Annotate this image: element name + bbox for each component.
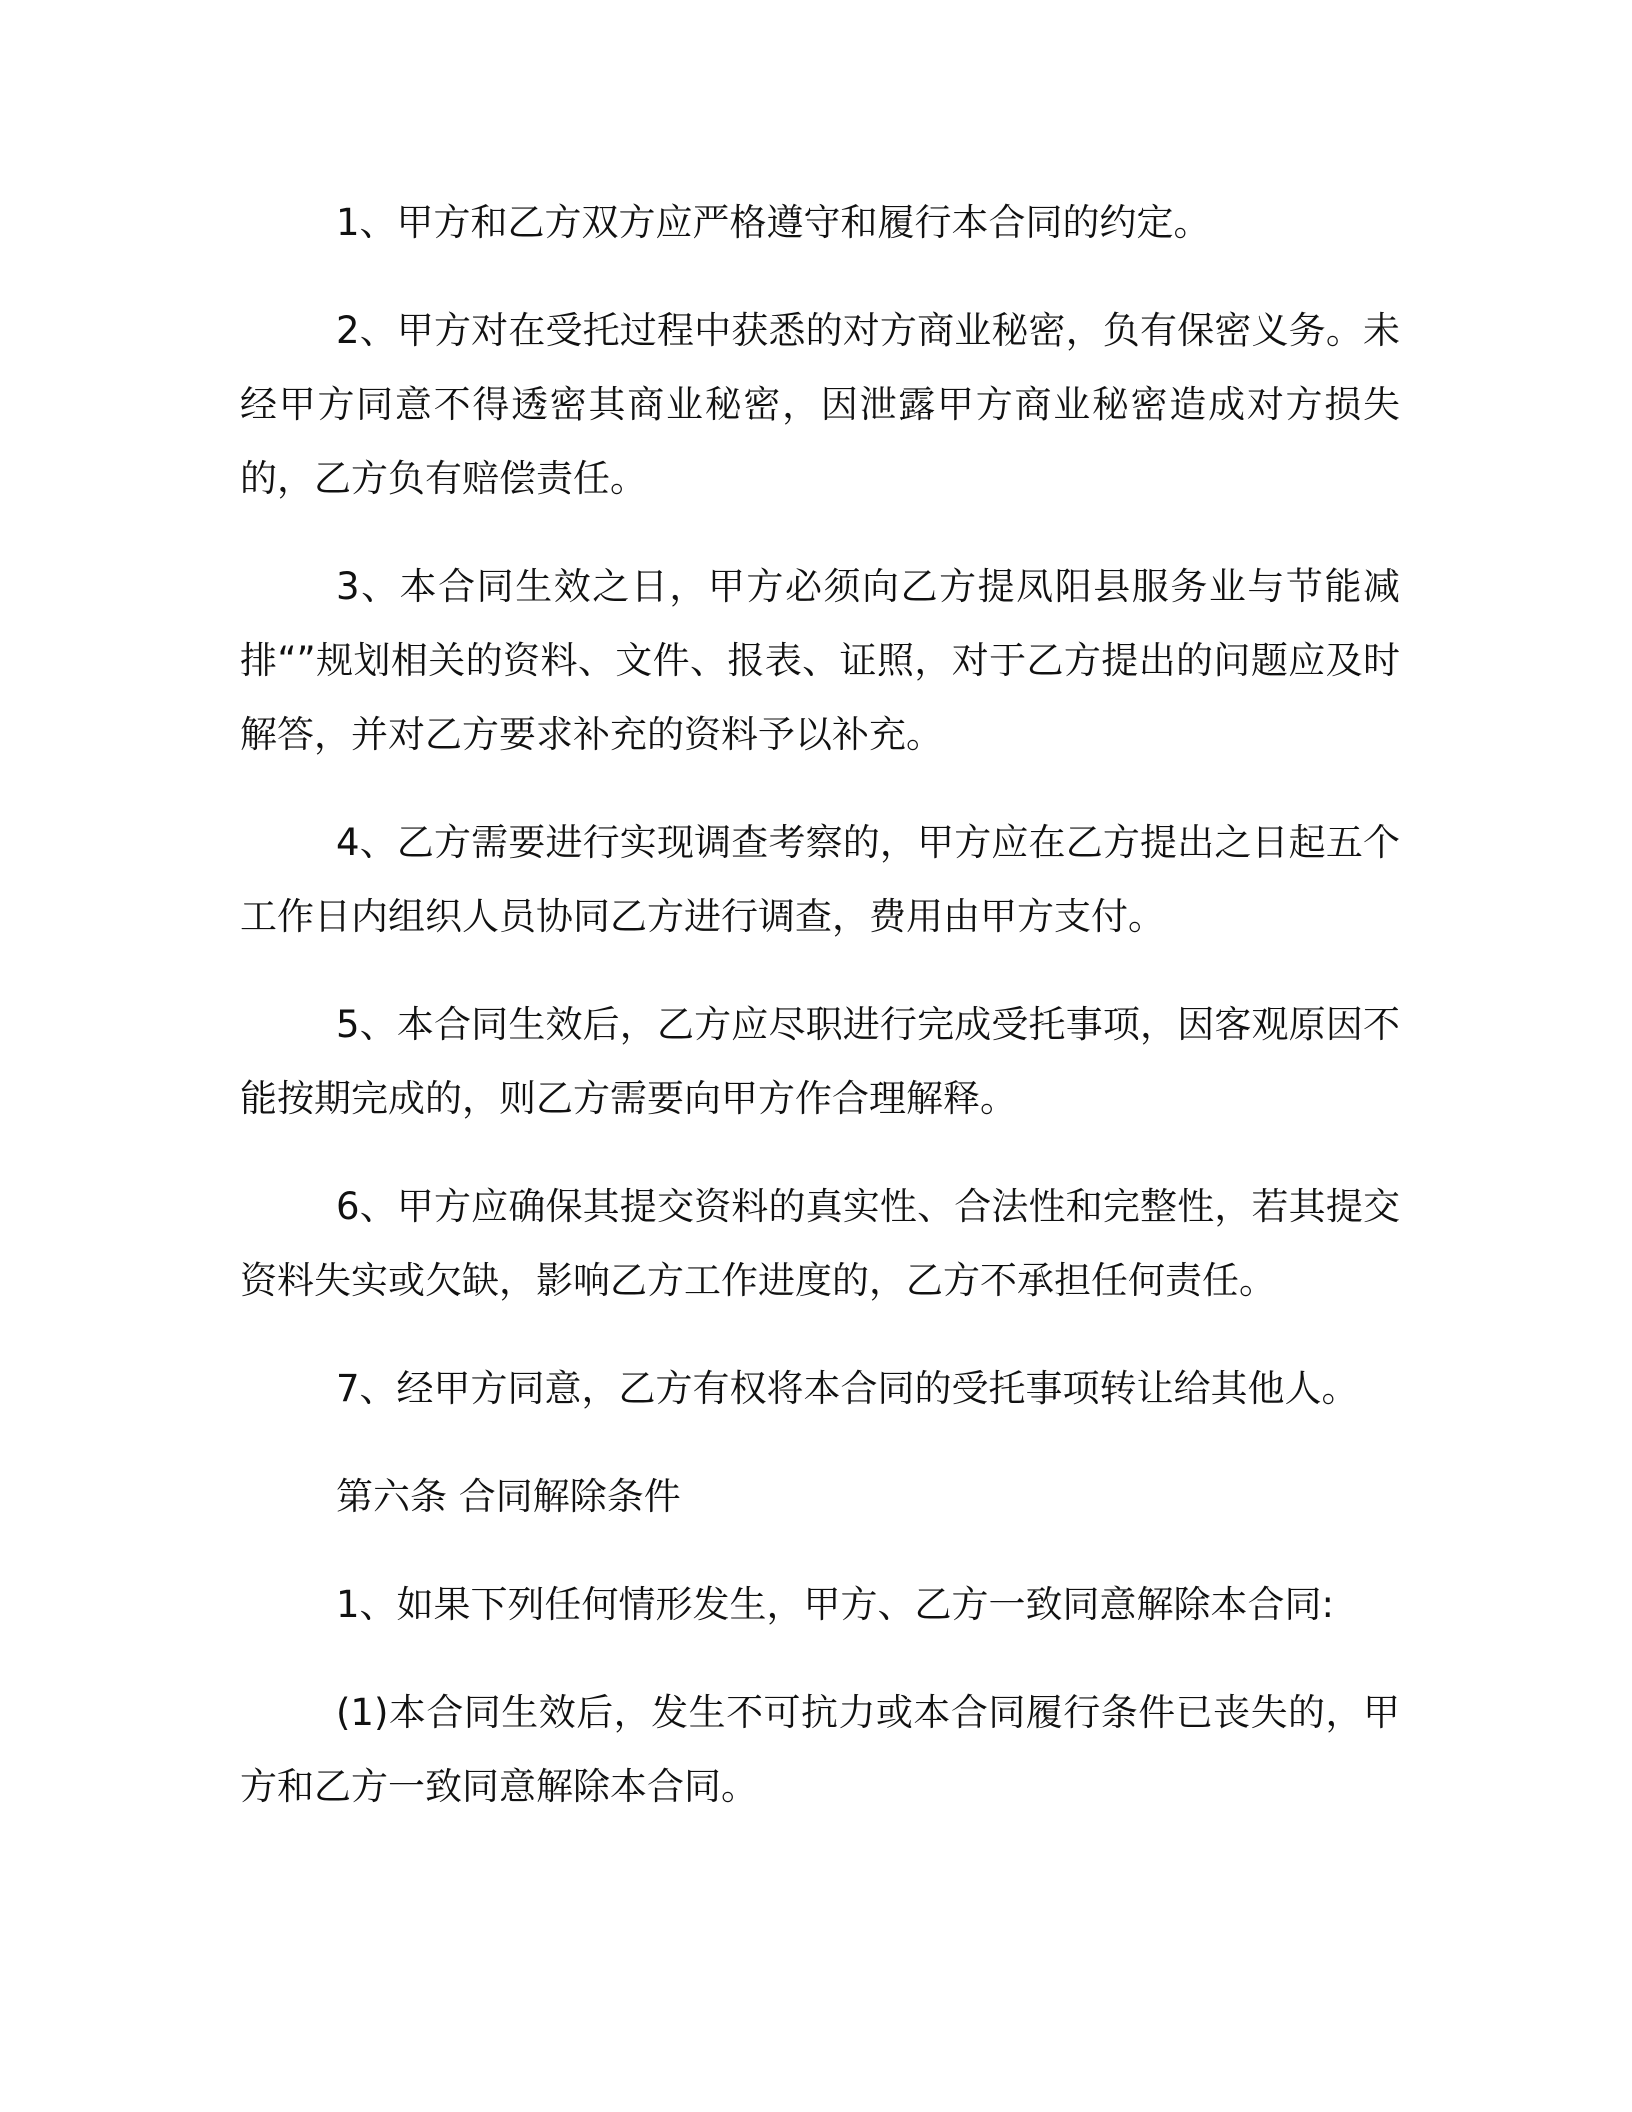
paragraph-clause-4: 4、乙方需要进行实现调查考察的，甲方应在乙方提出之日起五个工作日内组织人员协同乙方进行调查，费用由甲方支付。 [240,821,1400,938]
paragraph-termination-1-1: (1)本合同生效后，发生不可抗力或本合同履行条件已丧失的，甲方和乙方一致同意解除本合同。 [240,1691,1400,1808]
paragraph-clause-6: 6、甲方应确保其提交资料的真实性、合法性和完整性，若其提交资料失实或欠缺，影响乙方工作进度的，乙方不承担任何责任。 [240,1185,1400,1302]
document-body [240,186,1400,1858]
paragraph-termination-1: 1、如果下列任何情形发生，甲方、乙方一致同意解除本合同: [336,1583,1335,1626]
section-heading-article-6: 第六条 合同解除条件 [336,1475,681,1518]
paragraph-clause-5: 5、本合同生效后，乙方应尽职进行完成受托事项，因客观原因不能按期完成的，则乙方需要向甲方作合理解释。 [240,1003,1400,1120]
paragraph-clause-2: 2、甲方对在受托过程中获悉的对方商业秘密，负有保密义务。未经甲方同意不得透密其商业秘密，因泄露甲方商业秘密造成对方损失的，乙方负有赔偿责任。 [240,309,1400,500]
paragraph-clause-7: 7、经甲方同意，乙方有权将本合同的受托事项转让给其他人。 [336,1367,1359,1410]
paragraph-clause-1: 1、甲方和乙方双方应严格遵守和履行本合同的约定。 [336,201,1211,244]
paragraph-clause-3: 3、本合同生效之日，甲方必须向乙方提凤阳县服务业与节能减排“”规划相关的资料、文件、报表、证照，对于乙方提出的问题应及时解答，并对乙方要求补充的资料予以补充。 [240,565,1400,756]
